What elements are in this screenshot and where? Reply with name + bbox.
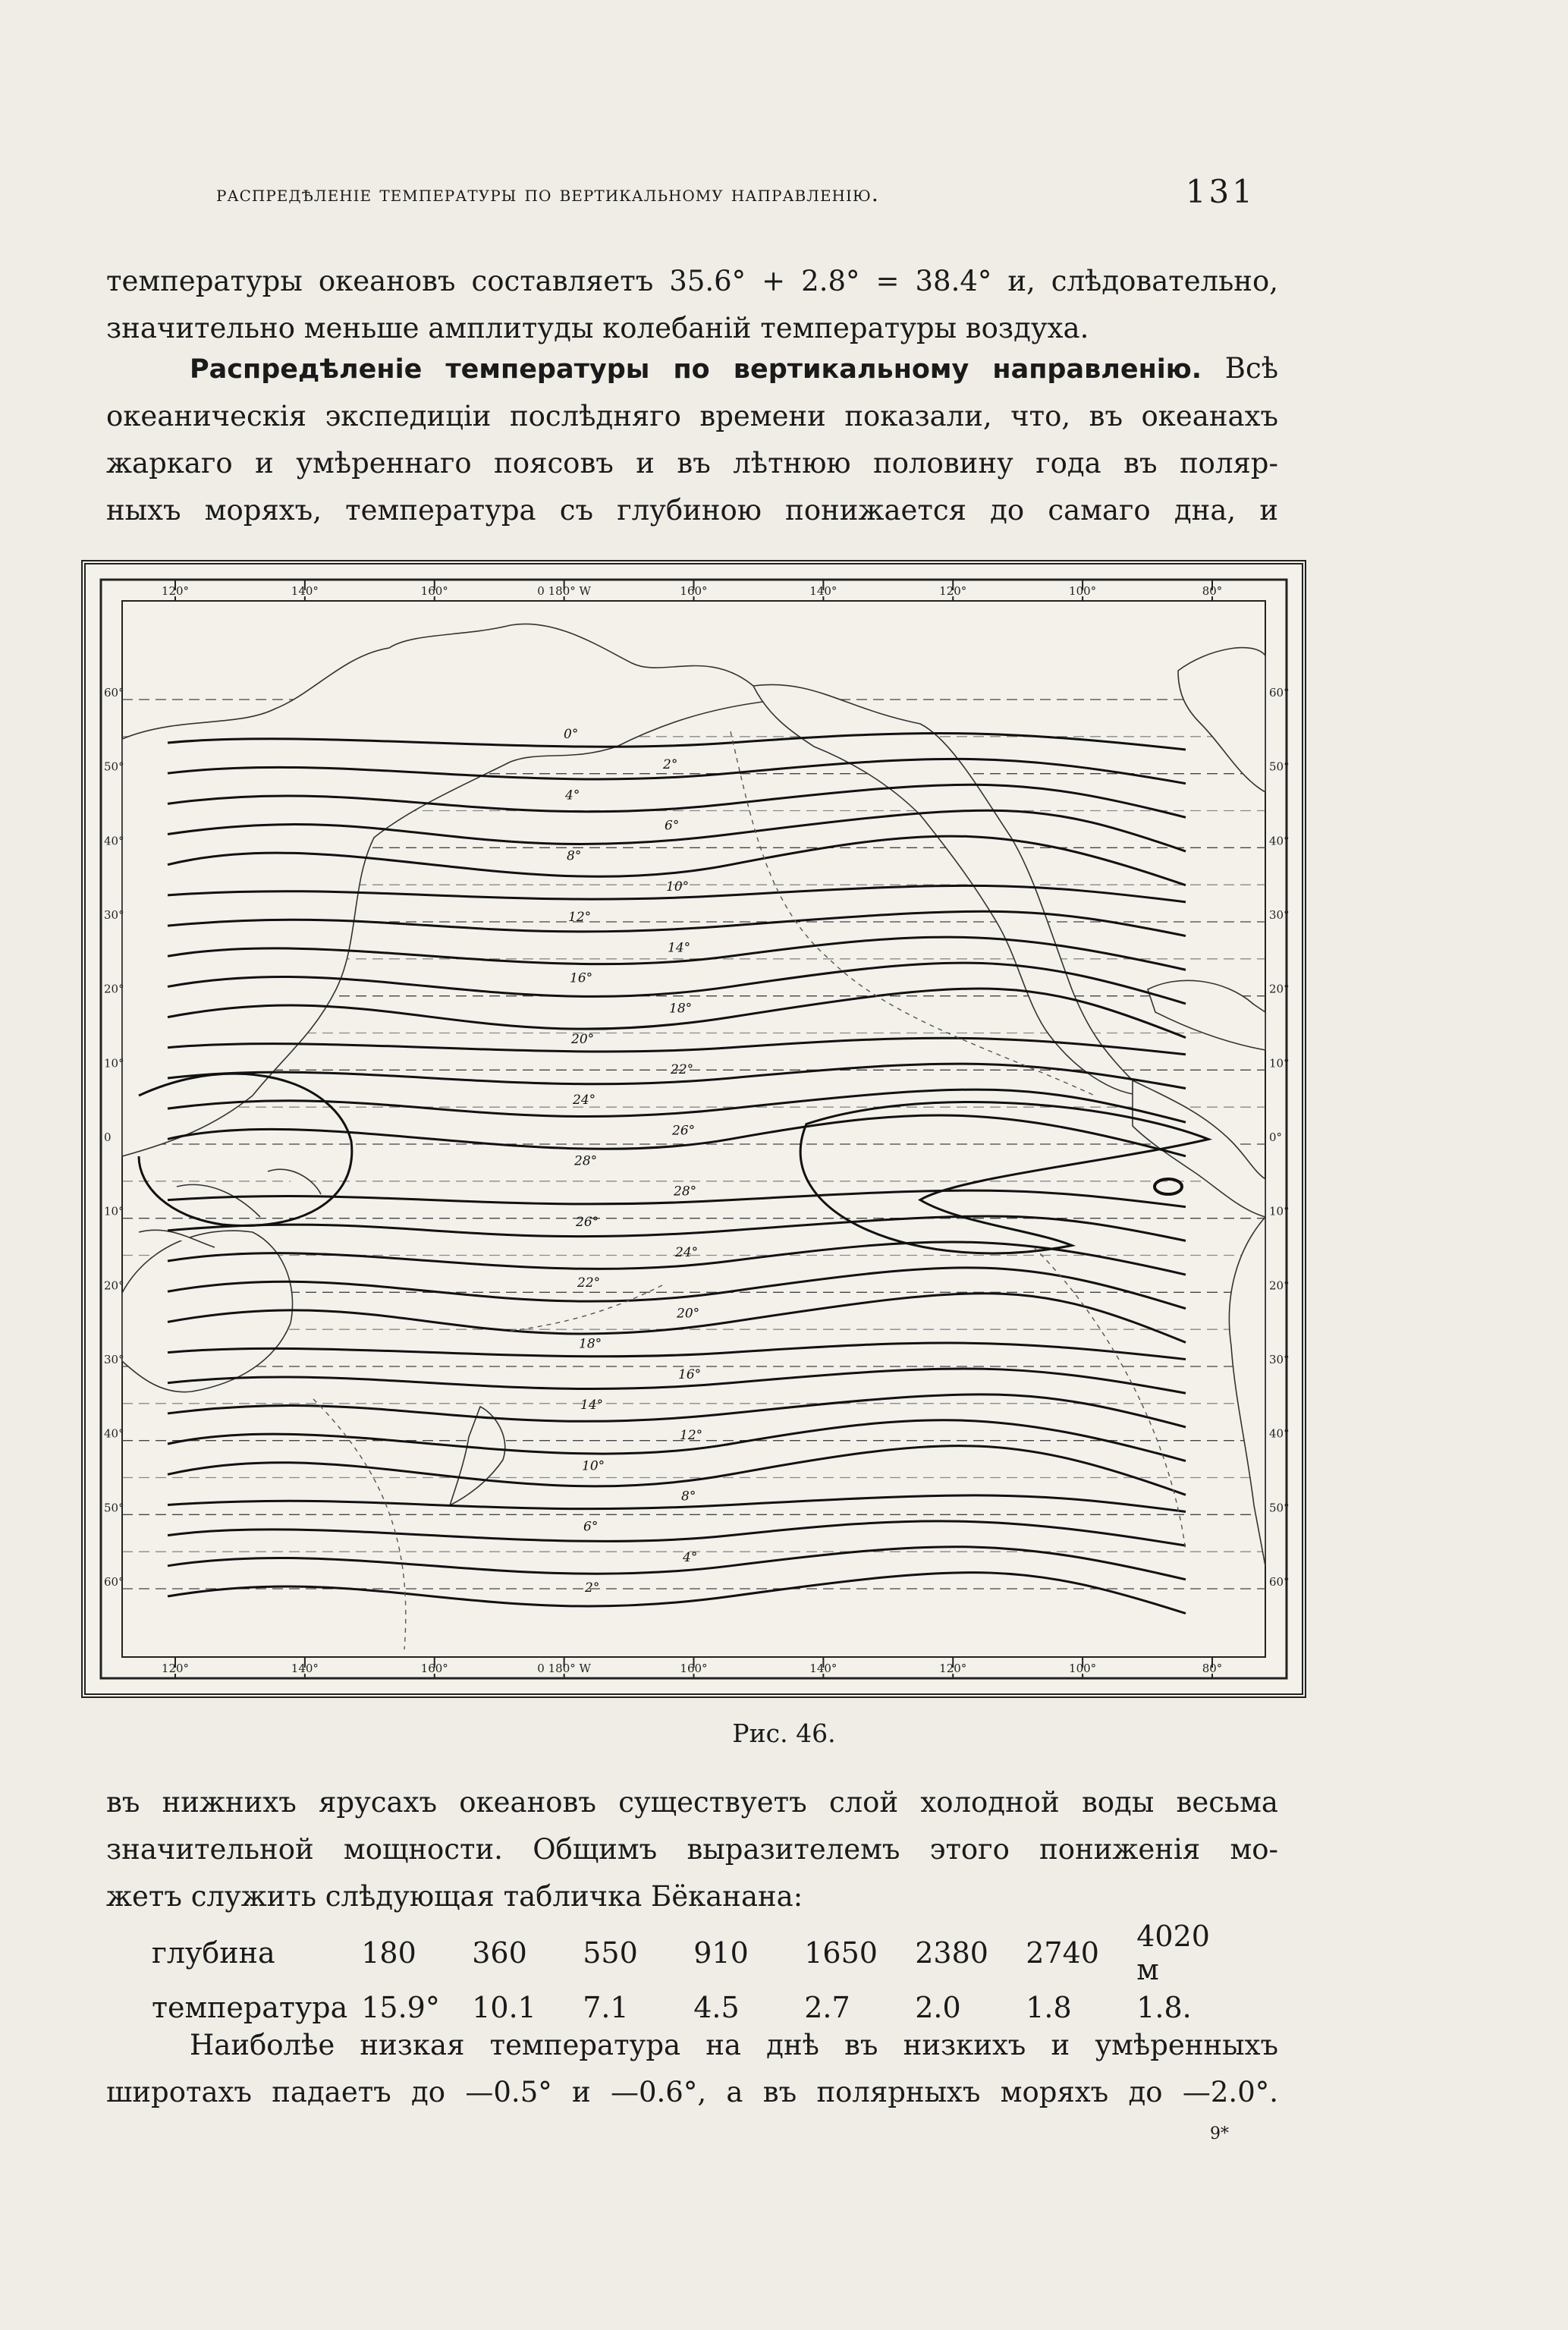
text-line: въ нижнихъ ярусахъ океановъ существуетъ слой холодной воды весьма (106, 1786, 1278, 1819)
latitude-label-right: 10° (1269, 1056, 1290, 1071)
temperature-label: температура (152, 1991, 348, 2024)
central-america (1133, 1080, 1265, 1217)
isotherm-map-figure (81, 560, 1306, 1698)
longitude-label-bottom: 100° (1069, 1662, 1097, 1675)
isotherm-label: 18° (579, 1336, 602, 1352)
running-head-title: распредѣленіе температуры по вертикальному направленію. (216, 181, 879, 206)
current-lines (313, 731, 1186, 1649)
latitude-label-right: 20° (1269, 1278, 1290, 1293)
latitude-label-left: 40° (104, 1426, 124, 1441)
paragraph-2 (106, 345, 1278, 534)
temperature-cell: 1.8. (1136, 1991, 1192, 2024)
isotherm-line (168, 1521, 1186, 1545)
south-america (1229, 1217, 1265, 1566)
temperature-cell: 1.8 (1026, 1991, 1072, 2024)
isotherm-label: 22° (671, 1061, 694, 1077)
text-line (106, 345, 1278, 393)
latitude-label-right: 50° (1269, 1501, 1290, 1515)
latitude-label-left: 60° (104, 686, 124, 700)
depth-cell: 2380 (915, 1936, 988, 1970)
landmasses (122, 624, 1265, 1566)
text-line: океаническія экспедиціи послѣдняго времени показали, что, въ океанахъ (106, 400, 1278, 432)
text-line: значительной мощности. Общимъ выразителемъ этого пониженія мо- (106, 1833, 1278, 1866)
isotherm-label: 10° (582, 1458, 605, 1474)
text-line: температуры океановъ составляетъ 35.6° + 2.8° = 38.4° и, слѣдовательно, (106, 265, 1278, 297)
text-line: жетъ служить слѣдующая табличка Бёканана: (106, 1880, 803, 1913)
longitude-label-top: 140° (809, 584, 837, 598)
text-line: ныхъ моряхъ, температура съ глубиною понижается до самаго дна, и (106, 494, 1278, 527)
latitude-label-left: 0 (104, 1130, 112, 1144)
left-latitude-labels (104, 686, 124, 1589)
top-longitude-labels (162, 584, 1222, 598)
latitude-label-left: 20° (104, 1278, 124, 1293)
isotherm-label: 12° (568, 910, 592, 926)
isotherm-label: 2° (585, 1580, 600, 1596)
temperature-cell: 15.9° (361, 1991, 440, 2024)
isotherm-line (168, 1395, 1186, 1427)
text-fragment: Всѣ (1224, 352, 1279, 385)
pacific-isotherm-map (86, 564, 1302, 1693)
longitude-label-top: 120° (161, 584, 190, 598)
isotherm-line (168, 1366, 1186, 1393)
longitude-label-top: 80° (1202, 584, 1223, 598)
isotherm-line (168, 1573, 1186, 1614)
latitude-label-right: 30° (1269, 1353, 1290, 1366)
isotherm-label: 14° (668, 940, 691, 956)
temperature-cell: 7.1 (583, 1991, 629, 2024)
page-number: 131 (1185, 173, 1255, 210)
longitude-label-top: 160° (680, 584, 708, 598)
isotherm-label: 22° (577, 1275, 601, 1291)
isotherm-line (168, 1268, 1186, 1309)
text-line: широтахъ падаетъ до —0.5° и —0.6°, а въ полярныхъ моряхъ до —2.0°. (106, 2076, 1278, 2108)
isotherm-label: 8° (681, 1489, 696, 1505)
longitude-label-top: 160° (420, 584, 448, 598)
signature-mark: 9* (1210, 2124, 1229, 2143)
isotherm-label: 14° (580, 1397, 604, 1413)
isotherm-label: 16° (678, 1366, 702, 1382)
isotherm-label: 28° (674, 1184, 697, 1200)
latitude-label-right: 40° (1269, 834, 1290, 848)
latitude-label-right: 10° (1269, 1204, 1290, 1218)
isotherm-label: 4° (683, 1549, 698, 1565)
longitude-label-bottom: 140° (809, 1662, 837, 1675)
isotherm-line (168, 1495, 1186, 1512)
longitude-label-bottom: 160° (420, 1662, 448, 1675)
running-head (216, 173, 1278, 210)
isotherm-line (168, 1090, 1186, 1122)
text-line: Наиболѣе низкая температура на днѣ въ низкихъ и умѣренныхъ (190, 2029, 1278, 2061)
buchanan-table (152, 1920, 1247, 2029)
depth-label: глубина (152, 1936, 275, 1970)
longitude-label-top: 100° (1069, 584, 1097, 598)
longitude-label-bottom: 80° (1202, 1662, 1223, 1675)
longitude-label-top: 140° (291, 584, 319, 598)
depth-cell: 180 (361, 1936, 416, 1970)
latitude-label-right: 0° (1269, 1130, 1283, 1144)
isotherm-line (168, 1446, 1186, 1495)
latitude-label-right: 50° (1269, 759, 1290, 774)
section-heading: Распредѣленіе температуры по вертикальному направленію. (190, 354, 1202, 385)
isotherm-label: 4° (565, 788, 580, 803)
latitude-label-right: 60° (1269, 1575, 1290, 1589)
isotherm-label: 10° (666, 879, 690, 895)
isotherm-label: 26° (672, 1123, 696, 1139)
latitude-label-left: 20° (104, 982, 124, 996)
longitude-label-bottom: 120° (161, 1662, 190, 1675)
table-row-depth (152, 1920, 1247, 1986)
longitude-label-top: 0 180° W (537, 584, 591, 598)
latitude-label-right: 30° (1269, 908, 1290, 922)
text-line: значительно меньше амплитуды колебаній температуры воздуха. (106, 312, 1089, 344)
bottom-longitude-labels (162, 1662, 1222, 1675)
depth-cell: 1650 (804, 1936, 878, 1970)
isotherm-label: 2° (663, 757, 678, 773)
figure-caption: Рис. 46. (732, 1718, 836, 1748)
longitude-label-bottom: 120° (939, 1662, 967, 1675)
longitude-label-bottom: 160° (680, 1662, 708, 1675)
isotherm-label: 12° (680, 1428, 703, 1444)
caribbean (1148, 980, 1265, 1050)
latitude-label-right: 20° (1269, 982, 1290, 996)
temperature-cell: 2.0 (915, 1991, 961, 2024)
isotherm-label: 16° (570, 970, 593, 986)
latitude-label-left: 10° (104, 1056, 124, 1071)
isotherm-label: 8° (567, 848, 582, 864)
depth-cell: 360 (472, 1936, 527, 1970)
temperature-cell: 4.5 (693, 1991, 740, 2024)
isotherm-label: 6° (583, 1519, 599, 1535)
latitude-label-left: 30° (104, 1353, 124, 1366)
latitude-label-left: 50° (104, 1501, 124, 1515)
isotherm-line (168, 1038, 1186, 1055)
isotherm-line (168, 1343, 1186, 1360)
latitude-label-left: 10° (104, 1204, 124, 1218)
isotherm-closed-loop (1155, 1179, 1182, 1194)
depth-cell: 4020 м (1136, 1920, 1210, 1986)
depth-cell: 2740 (1026, 1936, 1099, 1970)
isotherm-label: 26° (576, 1214, 599, 1230)
paragraph-4 (106, 2022, 1278, 2116)
longitude-label-bottom: 0 180° W (537, 1662, 591, 1675)
paragraph-3 (106, 1779, 1278, 1920)
isotherm-label: 0° (564, 727, 579, 742)
isotherm-label: 28° (574, 1153, 598, 1169)
longitude-label-top: 120° (939, 584, 967, 598)
paragraph-1 (106, 258, 1278, 352)
depth-cell: 550 (583, 1936, 638, 1970)
isotherm-label: 6° (665, 818, 680, 834)
new-zealand (450, 1407, 505, 1505)
latitude-label-right: 60° (1269, 686, 1290, 700)
isotherm-label: 20° (677, 1306, 700, 1322)
latitude-label-left: 30° (104, 908, 124, 922)
temperature-cell: 2.7 (804, 1991, 850, 2024)
latitude-label-left: 60° (104, 1575, 124, 1589)
isotherm-line (168, 1216, 1186, 1240)
longitude-label-bottom: 140° (291, 1662, 319, 1675)
isotherm-label: 20° (571, 1031, 595, 1047)
isotherm-label: 24° (675, 1245, 699, 1261)
latitude-label-left: 50° (104, 759, 124, 774)
temperature-cell: 10.1 (472, 1991, 536, 2024)
north-america-east (1178, 648, 1265, 792)
isotherm-label: 18° (669, 1001, 693, 1017)
text-line: жаркаго и умѣреннаго поясовъ и въ лѣтнюю половину года въ поляр- (106, 447, 1278, 480)
isotherm-value-labels (564, 727, 702, 1596)
latitude-label-left: 40° (104, 834, 124, 848)
depth-cell: 910 (693, 1936, 749, 1970)
isotherm-label: 24° (573, 1093, 596, 1108)
latitude-label-right: 40° (1269, 1426, 1290, 1441)
